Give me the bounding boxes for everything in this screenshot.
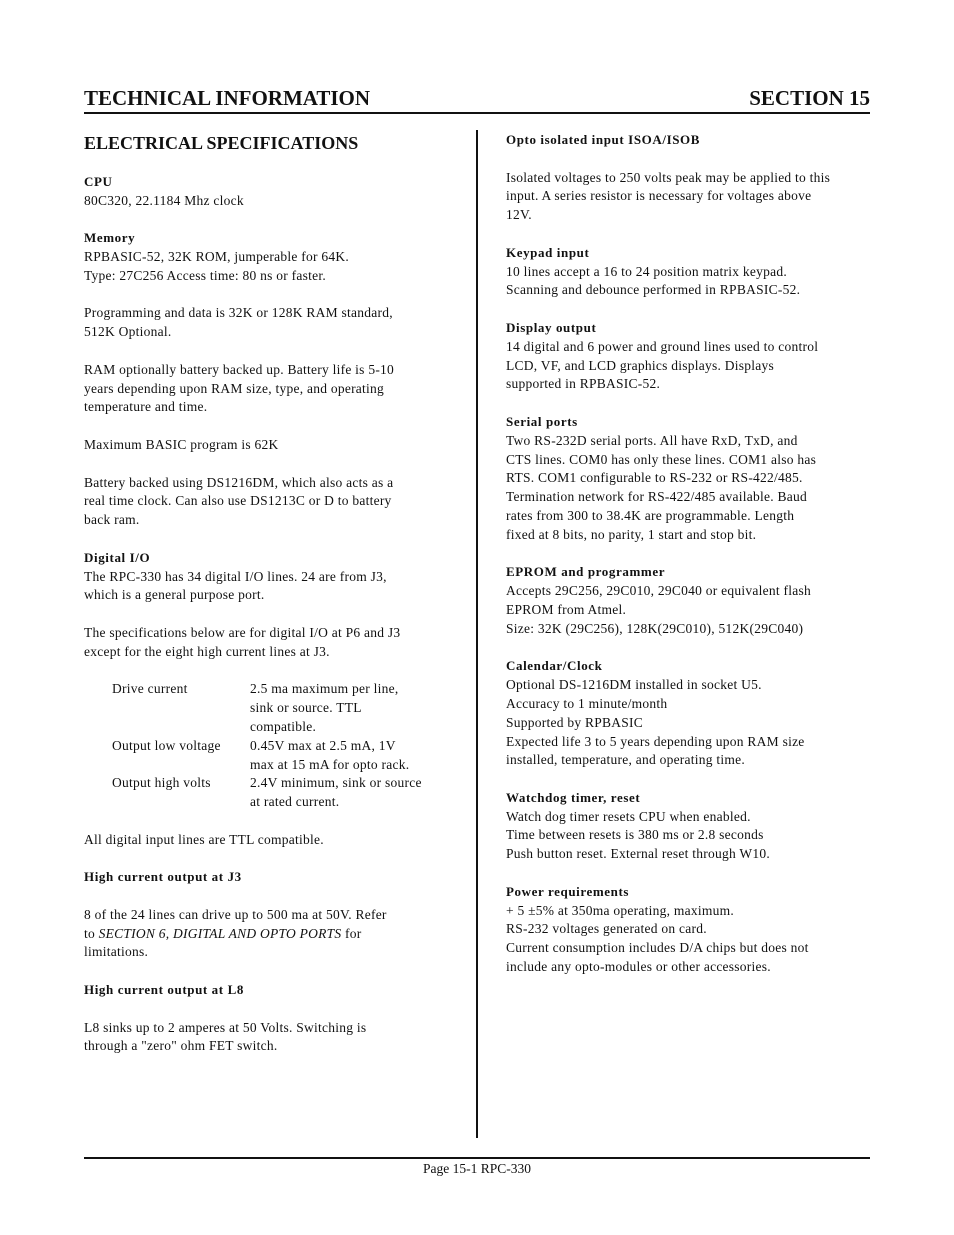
text-line: The RPC-330 has 34 digital I/O lines. 24 are from J3,: [84, 568, 387, 584]
page-footer: Page 15-1 RPC-330: [423, 1161, 531, 1176]
text-line: The specifications below are for digital I/O at P6 and J3: [84, 624, 401, 640]
memory-paragraph: [84, 304, 454, 342]
serial-heading: Serial ports: [506, 413, 578, 429]
spec-value-line: sink or source. TTL: [250, 700, 362, 716]
text-line: RS-232 voltages generated on card.: [506, 921, 707, 937]
text-line: years depending upon RAM size, type, and operating: [84, 380, 385, 396]
memory-paragraph: [84, 361, 454, 417]
high-current-l8-heading: High current output at L8: [84, 982, 244, 998]
text-line: Two RS-232D serial ports. All have RxD, TxD, and: [506, 432, 798, 448]
text-line: real time clock. Can also use DS1213C or D to battery: [84, 493, 392, 509]
text-line: Scanning and debounce performed in RPBASIC-52.: [506, 282, 801, 298]
opto-paragraph: [506, 169, 874, 225]
text-line: Watch dog timer resets CPU when enabled.: [506, 808, 751, 824]
text-line: L8 sinks up to 2 amperes at 50 Volts. Switching is: [84, 1019, 367, 1035]
text-line: RTS. COM1 configurable to RS-232 or RS-422/485.: [506, 470, 803, 486]
spec-value: [250, 737, 450, 775]
text-line: limitations.: [84, 944, 149, 960]
column-divider: [476, 130, 478, 1138]
cpu-heading: CPU: [84, 173, 113, 189]
display-block: [506, 319, 874, 394]
text-line: fixed at 8 bits, no parity, 1 start and stop bit.: [506, 526, 757, 542]
text-line: 10 lines accept a 16 to 24 position matrix keypad.: [506, 263, 787, 279]
spec-value-line: 0.45V max at 2.5 mA, 1V: [250, 737, 396, 753]
text-fragment: for: [341, 925, 362, 941]
text-line: which is a general purpose port.: [84, 587, 265, 603]
cpu-text: 80C320, 22.1184 Mhz clock: [84, 192, 244, 208]
text-fragment: to: [84, 925, 99, 941]
header-section: SECTION 15: [749, 86, 870, 110]
text-line: 14 digital and 6 power and ground lines used to control: [506, 338, 819, 354]
text-line: Push button reset. External reset through W10.: [506, 846, 770, 862]
spec-row: [112, 680, 450, 736]
spec-row: [112, 737, 450, 775]
text-line: include any opto-modules or other accessories.: [506, 959, 771, 975]
text-line: 8 of the 24 lines can drive up to 500 ma at 50V. Refer: [84, 906, 387, 922]
memory-line: RPBASIC-52, 32K ROM, jumperable for 64K.: [84, 248, 349, 264]
text-line: Accepts 29C256, 29C010, 29C040 or equivalent flash: [506, 583, 811, 599]
header-title: TECHNICAL INFORMATION: [84, 86, 371, 110]
footer-rule: [84, 1157, 870, 1159]
text-line: temperature and time.: [84, 399, 208, 415]
text-line: installed, temperature, and operating time.: [506, 752, 746, 768]
spec-value: [250, 680, 450, 736]
text-line: Time between resets is 380 ms or 2.8 seconds: [506, 827, 764, 843]
keypad-heading: Keypad input: [506, 244, 590, 260]
clock-block: [506, 657, 874, 770]
power-heading: Power requirements: [506, 883, 630, 899]
text-line: Programming and data is 32K or 128K RAM standard,: [84, 305, 393, 321]
ttl-paragraph: [84, 831, 454, 850]
text-line: LCD, VF, and LCD graphics displays. Displays: [506, 357, 775, 373]
memory-block: [84, 229, 454, 285]
text-line: Current consumption includes D/A chips but does not: [506, 940, 809, 956]
serial-block: [506, 413, 874, 545]
page-header: [84, 84, 870, 114]
spec-value-line: 2.4V minimum, sink or source: [250, 775, 422, 791]
text-line: through a "zero" ohm FET switch.: [84, 1038, 278, 1054]
spec-label: Output high volts: [112, 775, 211, 791]
watchdog-block: [506, 789, 874, 864]
text-line: supported in RPBASIC-52.: [506, 376, 661, 392]
watchdog-heading: Watchdog timer, reset: [506, 789, 641, 805]
display-heading: Display output: [506, 319, 597, 335]
memory-paragraph: [84, 474, 454, 530]
spec-row: [112, 774, 450, 812]
spec-label: Drive current: [112, 681, 188, 697]
text-line: CTS lines. COM0 has only these lines. COM1 also has: [506, 451, 817, 467]
spec-value-line: max at 15 mA for opto rack.: [250, 756, 410, 772]
spec-value-line: 2.5 ma maximum per line,: [250, 681, 399, 697]
eprom-block: [506, 563, 874, 638]
opto-heading: Opto isolated input ISOA/ISOB: [506, 132, 701, 147]
text-line: Battery backed using DS1216DM, which also acts as a: [84, 474, 394, 490]
text-line: Accuracy to 1 minute/month: [506, 695, 668, 711]
high-current-l8-paragraph: [84, 1019, 454, 1057]
high-current-l8-heading-block: [84, 981, 454, 1000]
text-line: 512K Optional.: [84, 324, 172, 340]
memory-line: Type: 27C256 Access time: 80 ns or faster.: [84, 267, 327, 283]
text-line: Supported by RPBASIC: [506, 714, 644, 730]
text-line: rates from 300 to 38.4K are programmable. Length: [506, 507, 795, 523]
opto-heading-block: [506, 131, 874, 150]
text-line: + 5 ±5% at 350ma operating, maximum.: [506, 902, 734, 918]
text-line: [84, 925, 454, 944]
memory-paragraph: [84, 436, 454, 455]
digital-io-block: [84, 549, 454, 605]
power-block: [506, 883, 874, 977]
section-reference: SECTION 6, DIGITAL AND OPTO PORTS: [98, 925, 342, 941]
section-title: ELECTRICAL SPECIFICATIONS: [84, 133, 359, 153]
high-current-j3-paragraph: [84, 906, 454, 962]
high-current-j3-heading-block: [84, 868, 454, 887]
spec-label: Output low voltage: [112, 737, 221, 753]
keypad-block: [506, 244, 874, 300]
eprom-heading: EPROM and programmer: [506, 564, 666, 580]
spec-value: [250, 774, 450, 812]
text-line: All digital input lines are TTL compatible.: [84, 831, 324, 847]
text-line: EPROM from Atmel.: [506, 601, 627, 617]
text-line: 12V.: [506, 207, 532, 223]
spec-value-line: at rated current.: [250, 794, 340, 810]
text-line: Maximum BASIC program is 62K: [84, 436, 279, 452]
text-line: input. A series resistor is necessary for voltages above: [506, 188, 812, 204]
text-line: back ram.: [84, 512, 140, 528]
right-column: [506, 131, 874, 996]
memory-heading: Memory: [84, 230, 136, 246]
text-line: RAM optionally battery backed up. Battery life is 5-10: [84, 361, 395, 377]
text-line: Isolated voltages to 250 volts peak may be applied to this: [506, 169, 831, 185]
text-line: except for the eight high current lines at J3.: [84, 643, 330, 659]
spec-value-line: compatible.: [250, 718, 317, 734]
left-column: [84, 133, 454, 1075]
text-line: Size: 32K (29C256), 128K(29C010), 512K(29C040): [506, 620, 804, 636]
clock-heading: Calendar/Clock: [506, 658, 603, 674]
digital-io-heading: Digital I/O: [84, 549, 151, 565]
digital-io-spec-table: [112, 680, 450, 812]
high-current-j3-heading: High current output at J3: [84, 869, 242, 885]
digital-io-paragraph: [84, 624, 454, 662]
text-line: Termination network for RS-422/485 available. Baud: [506, 489, 807, 505]
text-line: Expected life 3 to 5 years depending upon RAM size: [506, 733, 805, 749]
text-line: Optional DS-1216DM installed in socket U5.: [506, 677, 762, 693]
cpu-block: [84, 173, 454, 211]
